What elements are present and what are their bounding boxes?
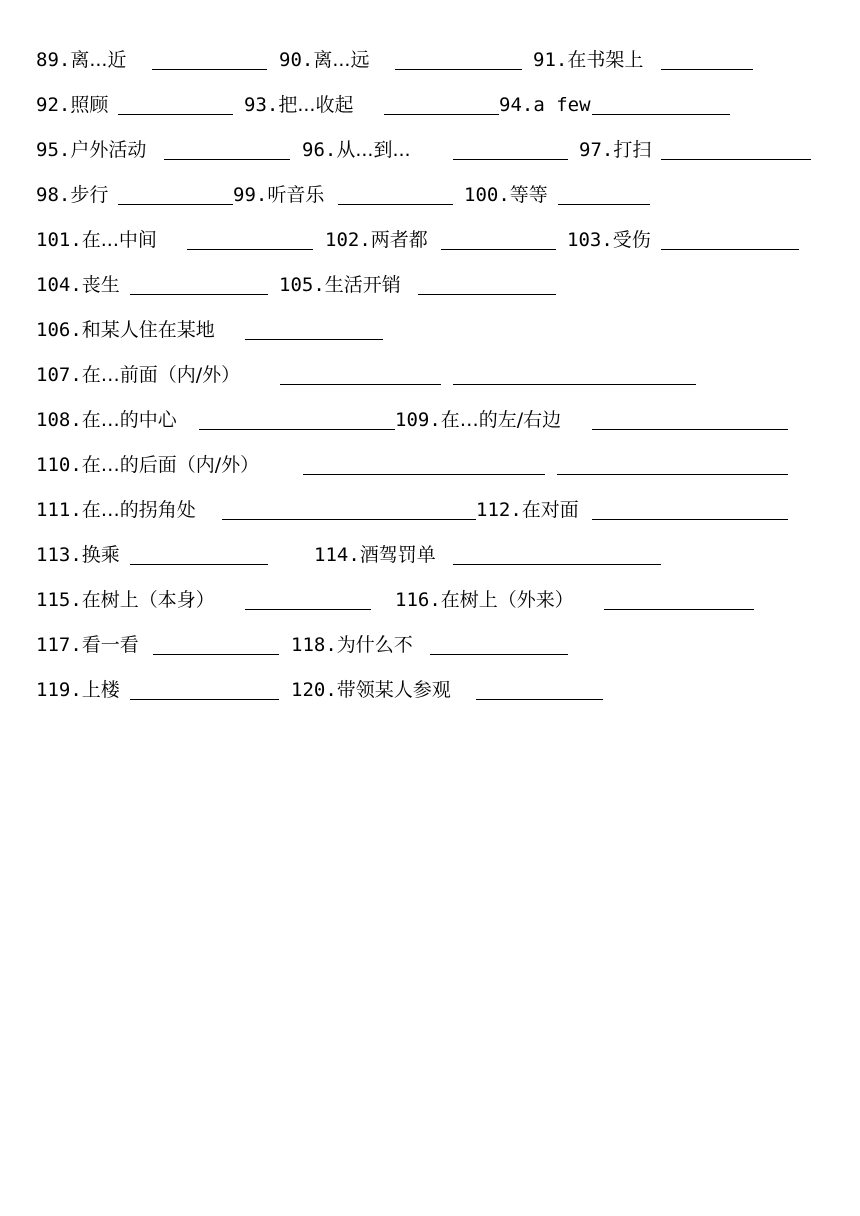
answer-blank[interactable]	[592, 429, 788, 430]
item-prompt: 两者都	[370, 229, 428, 251]
item-prompt: 把...收起	[278, 94, 354, 116]
item-89	[36, 47, 126, 73]
item-prompt: 在…的后面（内/外）	[81, 454, 260, 476]
item-106	[36, 317, 215, 343]
item-prompt: 受伤	[612, 229, 651, 251]
item-prompt: 酒驾罚单	[359, 544, 436, 566]
item-prompt: 打扫	[613, 139, 652, 161]
answer-blank[interactable]	[130, 564, 268, 565]
item-91	[533, 47, 643, 73]
item-number: 90.	[279, 49, 314, 71]
item-number: 97.	[579, 139, 614, 161]
item-number: 112.	[476, 499, 522, 521]
answer-blank[interactable]	[430, 654, 568, 655]
item-prompt: 听音乐	[267, 184, 325, 206]
item-number: 102.	[325, 229, 371, 251]
answer-blank-inside[interactable]	[280, 384, 441, 385]
item-92	[36, 92, 108, 118]
answer-blank[interactable]	[592, 519, 788, 520]
item-number: 92.	[36, 94, 71, 116]
item-prompt: 为什么不	[336, 634, 413, 656]
answer-blank-outside[interactable]	[557, 474, 788, 475]
item-number: 116.	[395, 589, 441, 611]
item-115	[36, 587, 215, 613]
item-number: 98.	[36, 184, 71, 206]
item-number: 95.	[36, 139, 71, 161]
item-number: 113.	[36, 544, 82, 566]
item-number: 119.	[36, 679, 82, 701]
item-number: 117.	[36, 634, 82, 656]
item-prompt: 户外活动	[70, 139, 147, 161]
answer-blank[interactable]	[418, 294, 556, 295]
answer-blank[interactable]	[453, 159, 568, 160]
item-90	[279, 47, 369, 73]
item-prompt: 在…的拐角处	[81, 499, 196, 521]
item-111	[36, 497, 196, 523]
answer-blank[interactable]	[661, 69, 753, 70]
item-prompt: 从...到...	[336, 139, 411, 161]
answer-blank[interactable]	[199, 429, 395, 430]
item-number: 104.	[36, 274, 82, 296]
item-prompt: a few	[533, 94, 591, 116]
item-number: 96.	[302, 139, 337, 161]
item-prompt: 在对面	[521, 499, 579, 521]
answer-blank[interactable]	[245, 339, 383, 340]
item-97	[579, 137, 651, 163]
item-number: 94.	[499, 94, 534, 116]
item-104	[36, 272, 120, 298]
item-93	[244, 92, 353, 118]
item-prompt: 在树上（本身）	[81, 589, 215, 611]
item-prompt: 在…的左/右边	[440, 409, 562, 431]
item-prompt: 离...近	[70, 49, 127, 71]
item-number: 111.	[36, 499, 82, 521]
item-number: 99.	[233, 184, 268, 206]
answer-blank[interactable]	[245, 609, 371, 610]
answer-blank[interactable]	[661, 249, 799, 250]
answer-blank[interactable]	[118, 114, 233, 115]
answer-blank[interactable]	[592, 114, 730, 115]
item-99	[233, 182, 324, 208]
item-103	[567, 227, 651, 253]
item-prompt: 上楼	[81, 679, 120, 701]
item-102	[325, 227, 428, 253]
answer-blank[interactable]	[130, 294, 268, 295]
item-prompt: 换乘	[81, 544, 120, 566]
item-118	[291, 632, 413, 658]
answer-blank[interactable]	[338, 204, 453, 205]
item-prompt: 在…的中心	[81, 409, 177, 431]
item-number: 115.	[36, 589, 82, 611]
answer-blank[interactable]	[395, 69, 522, 70]
answer-blank[interactable]	[604, 609, 754, 610]
item-number: 114.	[314, 544, 360, 566]
item-96	[302, 137, 411, 163]
answer-blank[interactable]	[152, 69, 267, 70]
item-117	[36, 632, 139, 658]
item-94	[499, 92, 591, 118]
item-number: 101.	[36, 229, 82, 251]
answer-blank-inside[interactable]	[303, 474, 545, 475]
answer-blank[interactable]	[130, 699, 279, 700]
item-number: 105.	[279, 274, 325, 296]
item-number: 93.	[244, 94, 279, 116]
item-prompt: 照顾	[70, 94, 109, 116]
answer-blank[interactable]	[187, 249, 313, 250]
item-number: 107.	[36, 364, 82, 386]
answer-blank[interactable]	[453, 564, 661, 565]
item-prompt: 在书架上	[567, 49, 644, 71]
item-prompt: 在…前面（内/外）	[81, 364, 241, 386]
item-prompt: 丧生	[81, 274, 120, 296]
item-prompt: 看一看	[81, 634, 139, 656]
item-prompt: 步行	[70, 184, 109, 206]
item-98	[36, 182, 108, 208]
item-109	[395, 407, 561, 433]
item-prompt: 等等	[509, 184, 548, 206]
item-number: 109.	[395, 409, 441, 431]
item-prompt: 在...中间	[81, 229, 157, 251]
item-prompt: 离...远	[313, 49, 370, 71]
item-number: 91.	[533, 49, 568, 71]
item-number: 106.	[36, 319, 82, 341]
answer-blank[interactable]	[661, 159, 811, 160]
answer-blank-outside[interactable]	[453, 384, 696, 385]
item-116	[395, 587, 574, 613]
item-number: 89.	[36, 49, 71, 71]
item-119	[36, 677, 120, 703]
answer-blank[interactable]	[153, 654, 279, 655]
item-number: 110.	[36, 454, 82, 476]
answer-blank[interactable]	[476, 699, 603, 700]
item-number: 103.	[567, 229, 613, 251]
answer-blank[interactable]	[164, 159, 290, 160]
answer-blank[interactable]	[441, 249, 556, 250]
answer-blank[interactable]	[222, 519, 476, 520]
item-number: 100.	[464, 184, 510, 206]
item-120	[291, 677, 451, 703]
item-107	[36, 362, 240, 388]
item-95	[36, 137, 146, 163]
answer-blank[interactable]	[384, 114, 499, 115]
item-112	[476, 497, 579, 523]
item-114	[314, 542, 436, 568]
item-number: 118.	[291, 634, 337, 656]
answer-blank[interactable]	[558, 204, 650, 205]
item-100	[464, 182, 548, 208]
item-108	[36, 407, 177, 433]
item-prompt: 在树上（外来）	[440, 589, 574, 611]
item-prompt: 生活开销	[324, 274, 401, 296]
item-105	[279, 272, 401, 298]
item-101	[36, 227, 157, 253]
item-number: 108.	[36, 409, 82, 431]
item-113	[36, 542, 120, 568]
answer-blank[interactable]	[118, 204, 233, 205]
item-prompt: 带领某人参观	[336, 679, 451, 701]
item-prompt: 和某人住在某地	[81, 319, 215, 341]
item-number: 120.	[291, 679, 337, 701]
item-110	[36, 452, 259, 478]
